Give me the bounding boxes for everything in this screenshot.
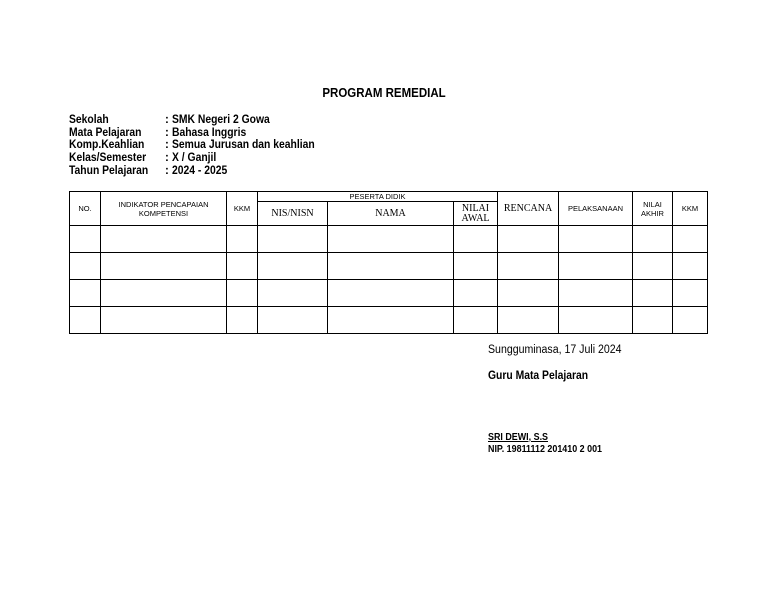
- table-cell: [258, 226, 328, 253]
- meta-colon: :: [165, 126, 169, 139]
- header-nilai-akhir: NILAI AKHIR: [633, 192, 673, 226]
- signer-name: SRI DEWI, S.S: [488, 431, 549, 443]
- table-cell: [673, 226, 708, 253]
- header-no: NO.: [70, 192, 101, 226]
- document-title: PROGRAM REMEDIAL: [322, 86, 446, 100]
- table-cell: [498, 307, 559, 334]
- table-cell: [258, 253, 328, 280]
- header-peserta-didik: PESERTA DIDIK: [258, 192, 498, 202]
- meta-value: Bahasa Inggris: [172, 126, 247, 139]
- table-cell: [559, 280, 633, 307]
- meta-colon: :: [165, 114, 169, 126]
- table-cell: [498, 226, 559, 253]
- header-nama: NAMA: [328, 202, 454, 226]
- meta-label: Mata Pelajaran: [69, 126, 142, 139]
- meta-label: Tahun Pelajaran: [69, 164, 149, 177]
- table-cell: [101, 307, 227, 334]
- table-cell: [454, 307, 498, 334]
- meta-value: X / Ganjil: [172, 152, 217, 165]
- table-cell: [227, 253, 258, 280]
- table-cell: [673, 253, 708, 280]
- signer-nip: NIP. 19811112 201410 2 001: [488, 443, 603, 455]
- header-nis-nisn: NIS/NISN: [258, 202, 328, 226]
- table-cell: [70, 226, 101, 253]
- meta-colon: :: [165, 139, 169, 152]
- table-cell: [328, 307, 454, 334]
- table-cell: [454, 226, 498, 253]
- table-cell: [454, 253, 498, 280]
- table-cell: [70, 307, 101, 334]
- table-cell: [70, 280, 101, 307]
- header-pelaksanaan: PELAKSANAAN: [559, 192, 633, 226]
- table-cell: [70, 253, 101, 280]
- table-cell: [559, 226, 633, 253]
- table-cell: [633, 226, 673, 253]
- meta-row-komp-keahlian: [69, 139, 331, 152]
- meta-value: 2024 - 2025: [172, 164, 228, 177]
- meta-colon: :: [165, 152, 169, 165]
- table-cell: [498, 253, 559, 280]
- table-cell: [633, 307, 673, 334]
- meta-value: SMK Negeri 2 Gowa: [172, 114, 270, 126]
- meta-label: Komp.Keahlian: [69, 139, 145, 152]
- table-cell: [633, 253, 673, 280]
- meta-label: Kelas/Semester: [69, 152, 147, 165]
- table-cell: [673, 307, 708, 334]
- place-date: Sungguminasa, 17 Juli 2024: [488, 344, 622, 356]
- table-cell: [227, 307, 258, 334]
- table-row: [70, 226, 708, 253]
- meta-label: Sekolah: [69, 114, 109, 126]
- meta-colon: :: [165, 164, 169, 177]
- header-indikator: INDIKATOR PENCAPAIAN KOMPETENSI: [101, 192, 227, 226]
- table-cell: [328, 280, 454, 307]
- table-row: [70, 253, 708, 280]
- table-row: [70, 307, 708, 334]
- table-cell: [258, 307, 328, 334]
- header-nilai-awal: NILAI AWAL: [454, 202, 498, 226]
- meta-row-mata-pelajaran: [69, 127, 331, 140]
- remedial-table: [69, 191, 708, 334]
- document-meta: [69, 114, 331, 178]
- table-cell: [328, 226, 454, 253]
- header-kkm: KKM: [227, 192, 258, 226]
- table-cell: [498, 280, 559, 307]
- table-cell: [633, 280, 673, 307]
- table-cell: [101, 226, 227, 253]
- meta-row-sekolah: [69, 114, 331, 127]
- table-cell: [258, 280, 328, 307]
- table-row: [70, 280, 708, 307]
- table-cell: [227, 280, 258, 307]
- meta-row-kelas-semester: [69, 152, 331, 165]
- table-cell: [101, 253, 227, 280]
- table-cell: [101, 280, 227, 307]
- meta-value: Semua Jurusan dan keahlian: [172, 139, 315, 152]
- table-cell: [227, 226, 258, 253]
- header-kkm-akhir: KKM: [673, 192, 708, 226]
- table-cell: [559, 307, 633, 334]
- table-cell: [559, 253, 633, 280]
- table-cell: [454, 280, 498, 307]
- header-rencana: RENCANA: [498, 192, 559, 226]
- signer-role: Guru Mata Pelajaran: [488, 370, 589, 382]
- table-cell: [673, 280, 708, 307]
- table-cell: [328, 253, 454, 280]
- meta-row-tahun-pelajaran: [69, 165, 331, 178]
